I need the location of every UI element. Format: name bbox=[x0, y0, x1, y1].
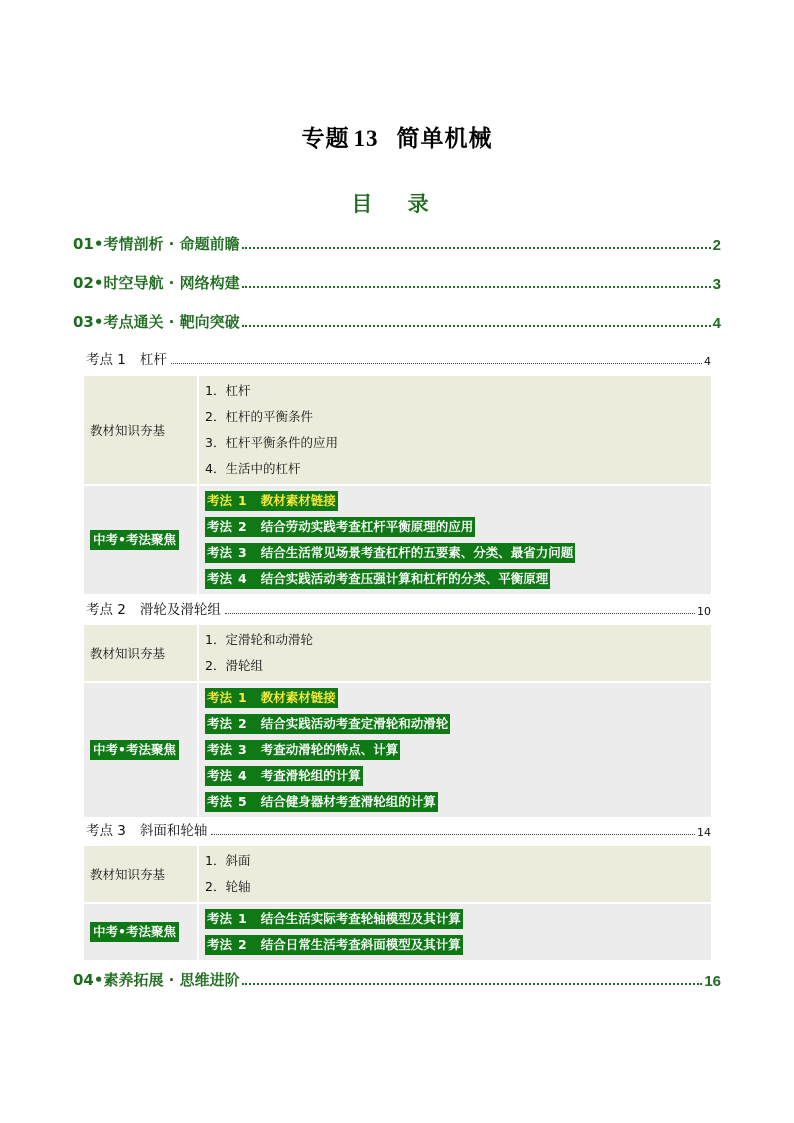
topic-name: 杠杆 bbox=[139, 352, 167, 368]
method-list bbox=[199, 904, 711, 960]
toc-page-number: 4 bbox=[704, 355, 711, 368]
knowledge-row bbox=[84, 376, 711, 484]
knowledge-item[interactable]: 1．斜面 bbox=[205, 853, 251, 868]
title-number: 13 bbox=[353, 126, 379, 151]
method-item[interactable]: 考法 1 教材素材链接 bbox=[205, 491, 338, 511]
knowledge-item[interactable]: 2．轮轴 bbox=[205, 879, 251, 894]
knowledge-list bbox=[199, 376, 711, 484]
topic-1-table bbox=[84, 376, 711, 596]
method-item[interactable]: 考法 2 结合实践活动考查定滑轮和动滑轮 bbox=[205, 714, 450, 734]
toc-leader-dots bbox=[242, 325, 711, 327]
knowledge-item[interactable]: 1．杠杆 bbox=[205, 383, 251, 398]
toc-topic-3[interactable] bbox=[86, 819, 711, 839]
method-row bbox=[84, 904, 711, 960]
method-label-cell bbox=[84, 904, 197, 960]
method-item[interactable]: 考法 2 结合日常生活考查斜面模型及其计算 bbox=[205, 935, 463, 955]
method-item[interactable]: 考法 5 结合健身器材考查滑轮组的计算 bbox=[205, 792, 438, 812]
toc-section-03[interactable] bbox=[73, 310, 721, 332]
topic-label: 考点 2 bbox=[86, 602, 126, 618]
method-item[interactable]: 考法 1 教材素材链接 bbox=[205, 688, 338, 708]
knowledge-label: 教材知识夯基 bbox=[84, 625, 197, 681]
topic-3-table bbox=[84, 846, 711, 962]
topic-label: 考点 1 bbox=[86, 352, 126, 368]
document-title bbox=[0, 120, 794, 153]
topic-name: 斜面和轮轴 bbox=[139, 823, 208, 839]
method-label-badge: 中考•考法聚焦 bbox=[90, 922, 179, 942]
knowledge-item[interactable]: 2．杠杆的平衡条件 bbox=[205, 409, 313, 424]
method-item[interactable]: 考法 3 考查动滑轮的特点、计算 bbox=[205, 740, 400, 760]
toc-leader-dots bbox=[242, 983, 703, 985]
knowledge-item[interactable]: 2．滑轮组 bbox=[205, 658, 263, 673]
method-list bbox=[199, 683, 711, 817]
method-label-badge: 中考•考法聚焦 bbox=[90, 530, 179, 550]
knowledge-list bbox=[199, 625, 711, 681]
knowledge-label: 教材知识夯基 bbox=[84, 376, 197, 484]
toc-leader-dots bbox=[242, 286, 711, 288]
toc-topic-2[interactable] bbox=[86, 598, 711, 618]
toc-leader-dots bbox=[171, 363, 702, 364]
title-main: 简单机械 bbox=[396, 126, 493, 152]
toc-section-01[interactable] bbox=[73, 232, 721, 254]
toc-topic-1[interactable] bbox=[86, 348, 711, 368]
toc-page-number: 3 bbox=[712, 276, 721, 293]
topic-label: 考点 3 bbox=[86, 823, 126, 839]
toc-leader-dots bbox=[242, 247, 711, 249]
method-label-badge: 中考•考法聚焦 bbox=[90, 740, 179, 760]
method-row bbox=[84, 683, 711, 817]
toc-page-number: 14 bbox=[697, 826, 711, 839]
toc-section-02[interactable] bbox=[73, 271, 721, 293]
knowledge-row bbox=[84, 625, 711, 681]
method-list bbox=[199, 486, 711, 594]
method-item[interactable]: 考法 3 结合生活常见场景考查杠杆的五要素、分类、最省力问题 bbox=[205, 543, 575, 563]
knowledge-row bbox=[84, 846, 711, 902]
method-item[interactable]: 考法 1 结合生活实际考查轮轴模型及其计算 bbox=[205, 909, 463, 929]
toc-page-number: 2 bbox=[712, 237, 721, 254]
toc-section-label: 01•考情剖析 · 命题前瞻 bbox=[73, 235, 240, 253]
toc-heading: 目 录 bbox=[351, 192, 443, 216]
toc-section-label: 03•考点通关 · 靶向突破 bbox=[73, 313, 240, 331]
method-label-cell bbox=[84, 683, 197, 817]
toc-section-label: 02•时空导航 · 网络构建 bbox=[73, 274, 240, 292]
knowledge-label: 教材知识夯基 bbox=[84, 846, 197, 902]
toc-section-label: 04•素养拓展 · 思维进阶 bbox=[73, 971, 240, 989]
method-item[interactable]: 考法 4 考查滑轮组的计算 bbox=[205, 766, 363, 786]
toc-page-number: 4 bbox=[712, 315, 721, 332]
method-label-cell bbox=[84, 486, 197, 594]
toc-leader-dots bbox=[225, 613, 695, 614]
toc-page-number: 10 bbox=[697, 605, 711, 618]
method-item[interactable]: 考法 4 结合实践活动考查压强计算和杠杆的分类、平衡原理 bbox=[205, 569, 550, 589]
method-row bbox=[84, 486, 711, 594]
method-item[interactable]: 考法 2 结合劳动实践考查杠杆平衡原理的应用 bbox=[205, 517, 475, 537]
toc-section-04[interactable] bbox=[73, 968, 721, 990]
knowledge-item[interactable]: 4．生活中的杠杆 bbox=[205, 461, 301, 476]
topic-name: 滑轮及滑轮组 bbox=[139, 602, 221, 618]
knowledge-list bbox=[199, 846, 711, 902]
topic-2-table bbox=[84, 625, 711, 819]
title-prefix: 专题 bbox=[301, 126, 350, 152]
knowledge-item[interactable]: 1．定滑轮和动滑轮 bbox=[205, 632, 313, 647]
toc-page-number: 16 bbox=[704, 973, 721, 990]
knowledge-item[interactable]: 3．杠杆平衡条件的应用 bbox=[205, 435, 338, 450]
toc-leader-dots bbox=[211, 834, 695, 835]
